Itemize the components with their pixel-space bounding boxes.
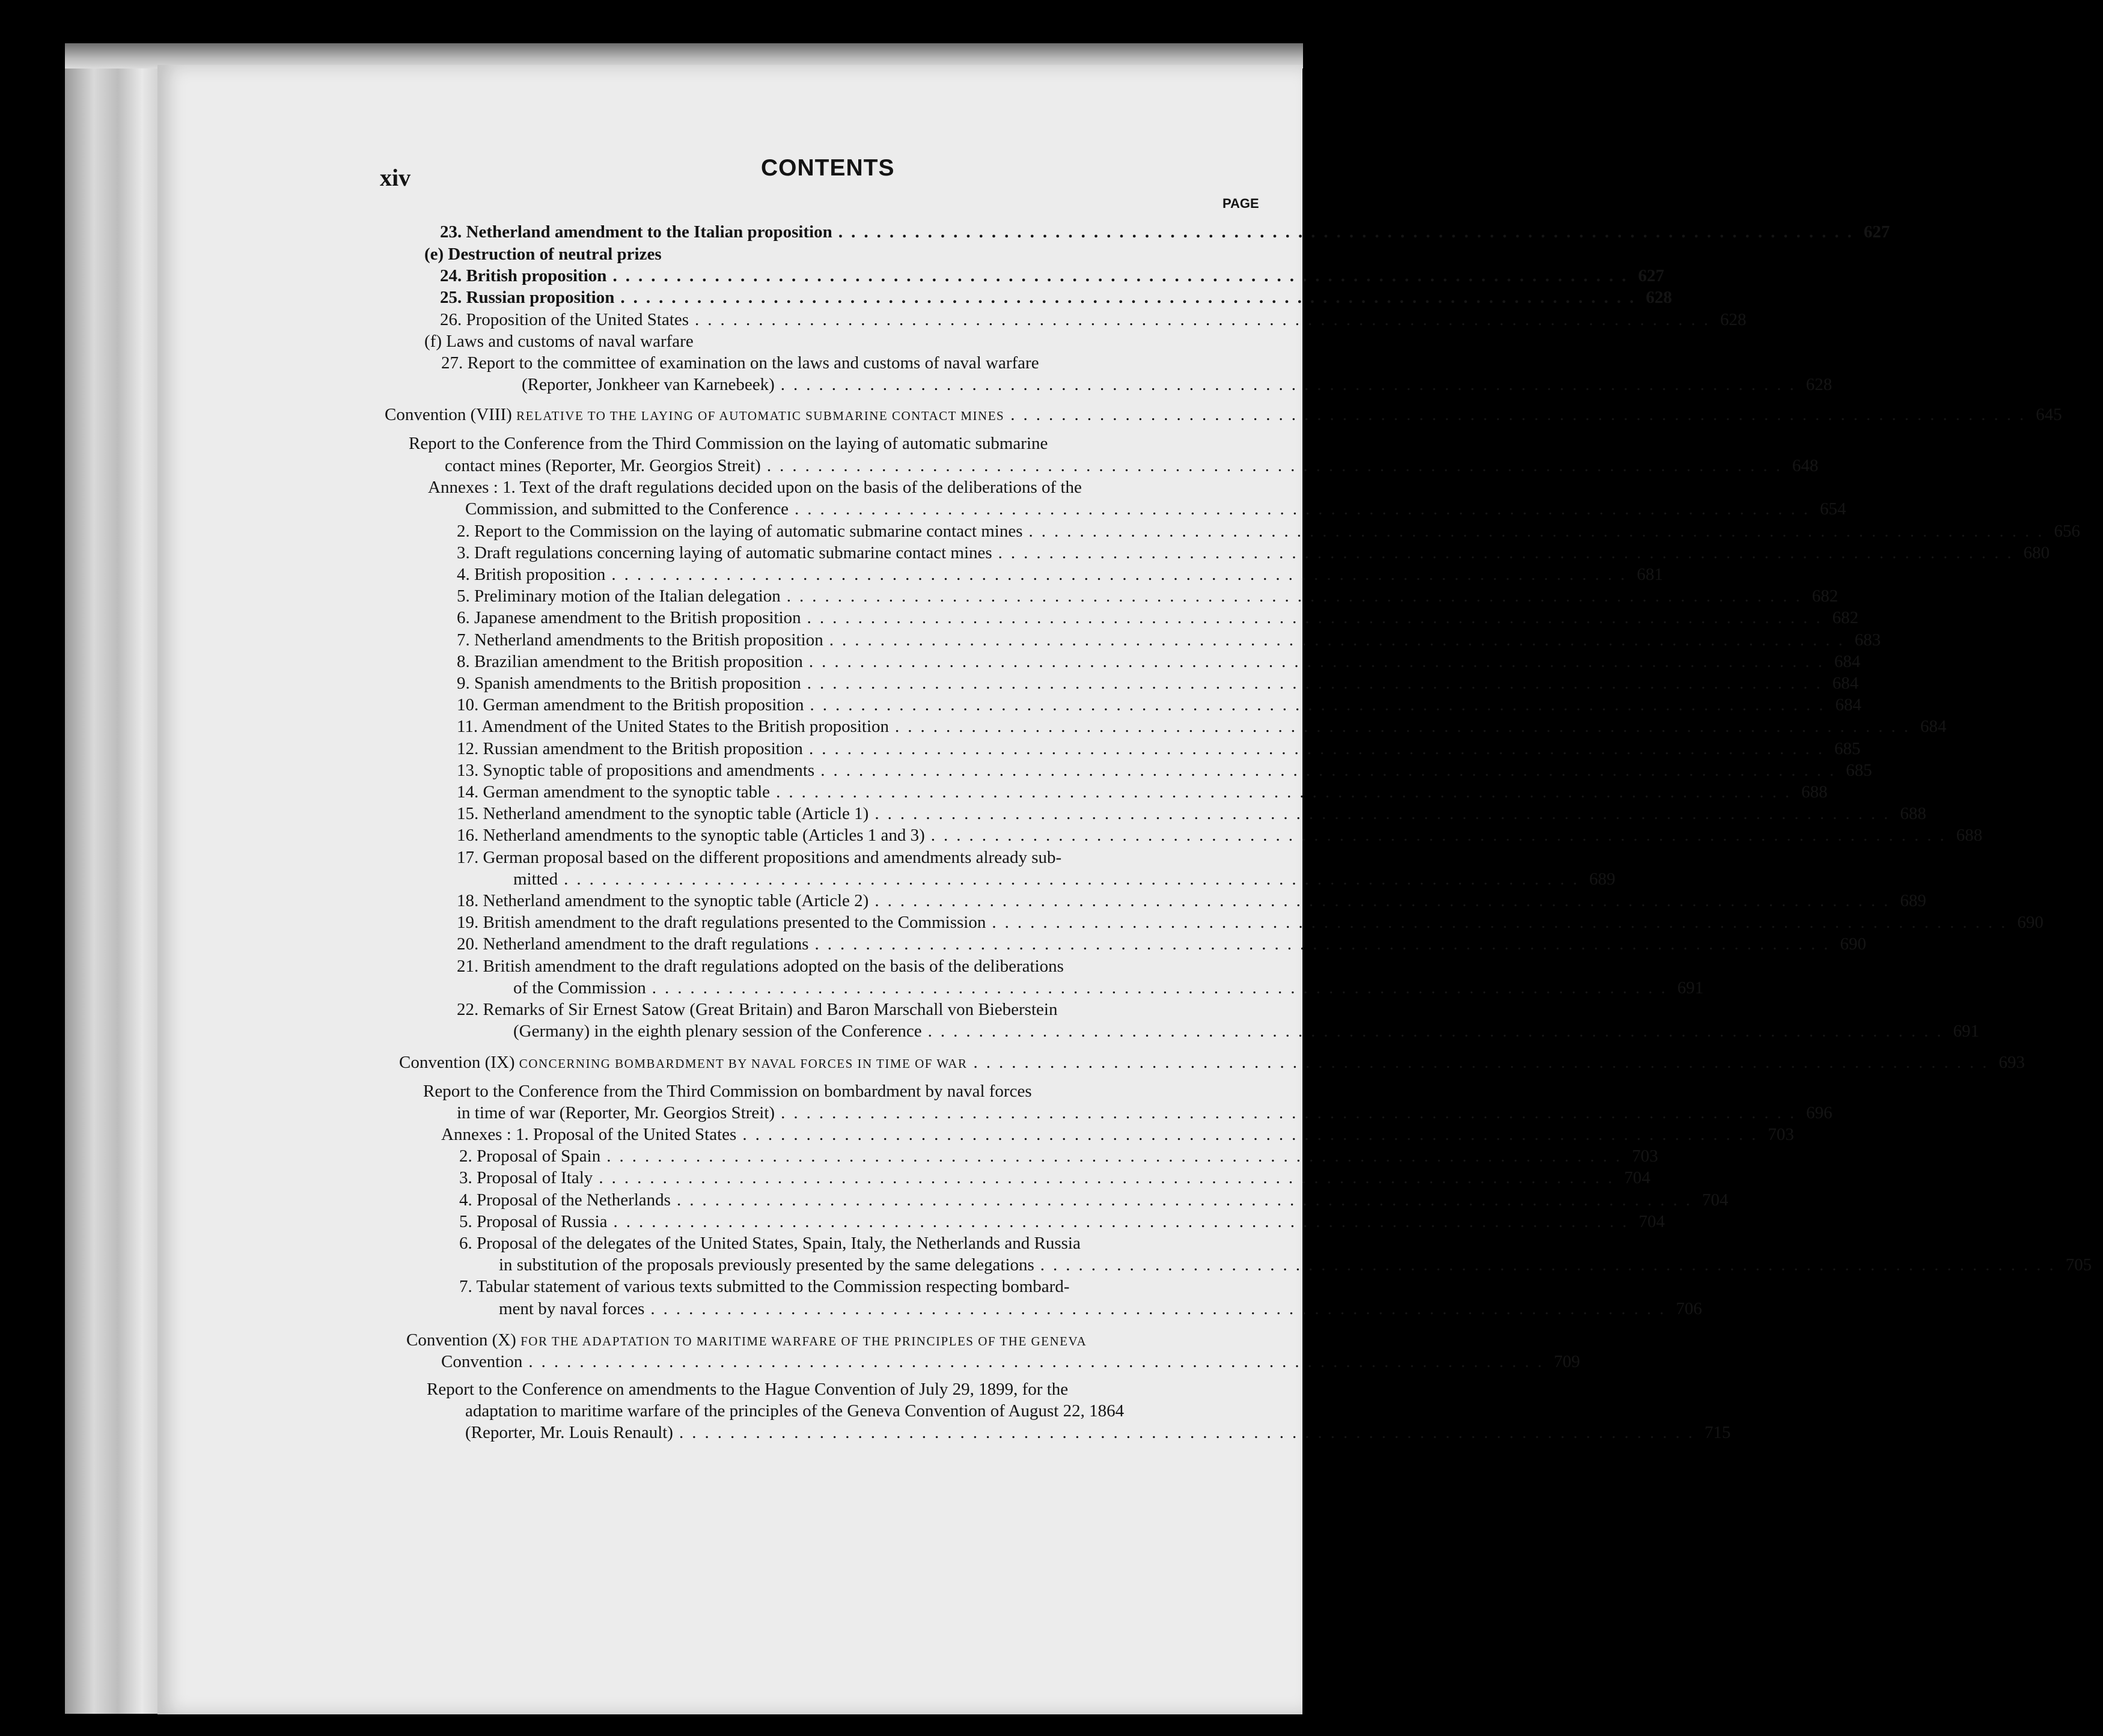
toc-entry-label: 5. Proposal of Russia: [459, 1212, 608, 1231]
toc-entry-text: [499, 1254, 1034, 1276]
toc-entry-text: [459, 1276, 1069, 1297]
toc-entry: [457, 999, 1268, 1020]
dot-leader: ................................................................................: [973, 1053, 1995, 1072]
toc-entry-text: [441, 352, 1039, 374]
dot-leader: ................................................................................: [808, 739, 1831, 758]
toc-entry: [424, 243, 1268, 265]
toc-entry-label: 12. Russian amendment to the British proposition: [457, 739, 803, 758]
dot-leader: ................................................................................: [1010, 405, 2033, 424]
toc-entry-label: Annexes : 1. Text of the draft regulations decided upon on the basis of the deliberations of the: [428, 478, 1082, 497]
toc-entry-text: [459, 1167, 593, 1189]
toc-entry-text: [441, 1124, 736, 1145]
toc-entry-text: [457, 738, 803, 760]
toc-entry-text: [427, 1378, 1068, 1400]
toc-page-number: 706: [1676, 1299, 1702, 1318]
toc-entry-label: 3. Draft regulations concerning laying of automatic submarine contact mines: [457, 543, 992, 562]
toc-entry: [499, 1254, 2092, 1276]
toc-entry-text: [499, 1298, 644, 1320]
dot-leader: ................................................................................: [786, 586, 1808, 606]
toc-entry-text: [459, 1211, 608, 1232]
toc-entry-label: 20. Netherland amendment to the draft regulations: [457, 934, 809, 954]
toc-entry-label: Convention (X): [406, 1330, 516, 1350]
toc-entry-label: 3. Proposal of Italy: [459, 1168, 593, 1187]
toc-entry-label: Commission, and submitted to the Conference: [465, 499, 789, 519]
dot-leader: ................................................................................: [620, 288, 1643, 307]
toc-entry-text: [457, 585, 781, 607]
toc-entry: [513, 1020, 1980, 1042]
toc-entry-label: (Reporter, Jonkheer van Karnebeek): [522, 375, 775, 394]
toc-page-number: 627: [1638, 266, 1664, 285]
toc-entry: [457, 1102, 1833, 1124]
toc-entry: [457, 672, 1859, 694]
toc-entry-text: [445, 455, 761, 477]
dot-leader: ................................................................................: [810, 695, 1832, 714]
toc-entry-label: Annexes : 1. Proposal of the United States: [441, 1125, 737, 1144]
toc-page-number: 715: [1704, 1423, 1731, 1442]
toc-page-number: 688: [1801, 782, 1828, 802]
toc-entry-text: [424, 243, 662, 265]
toc-entry: [459, 1167, 1650, 1189]
toc-entry: [385, 404, 2062, 427]
toc-entry: [457, 542, 2050, 564]
toc-entry: [465, 498, 1846, 520]
toc-entry-text: [522, 374, 775, 395]
toc-entry-text: [457, 629, 823, 651]
toc-entry-text: [440, 221, 832, 243]
toc-entry-text: [428, 477, 1082, 498]
toc-entry-text: [424, 330, 694, 352]
toc-entry: [459, 1189, 1729, 1211]
toc-entry-label: 6. Proposal of the delegates of the United States, Spain, Italy, the Netherlands and Russia: [459, 1234, 1081, 1253]
toc-entry: [459, 1276, 1268, 1297]
toc-entry-label: in substitution of the proposals previously presented by the same delegations: [499, 1255, 1034, 1275]
page-number: xiv: [380, 164, 411, 191]
toc-entry-label: 6. Japanese amendment to the British proposition: [457, 608, 801, 627]
toc-entry-label: 16. Netherland amendments to the synoptic table (Articles 1 and 3): [457, 826, 925, 845]
toc-page-number: 681: [1637, 565, 1663, 584]
toc-entry-label: 10. German amendment to the British proposition: [457, 695, 804, 714]
toc-entry-label: 22. Remarks of Sir Ernest Satow (Great Britain) and Baron Marschall von Bieberstein: [457, 1000, 1058, 1019]
toc-entry-text: [457, 890, 868, 912]
toc-entry-label: Convention: [441, 1352, 523, 1371]
toc-entry-text: [465, 1422, 673, 1443]
toc-entry-label: 5. Preliminary motion of the Italian delegation: [457, 586, 781, 606]
toc-entry: [457, 607, 1859, 629]
toc-entry: [441, 352, 1268, 374]
toc-entry: [457, 651, 1861, 672]
toc-entry-text: [465, 1400, 1124, 1422]
toc-entry-text: [441, 1351, 522, 1372]
dot-leader: ................................................................................: [807, 674, 1829, 693]
toc-entry: [424, 330, 1268, 352]
toc-entry: [457, 847, 1268, 868]
toc-page-number: 684: [1835, 695, 1861, 714]
toc-entry-label: Report to the Conference on amendments to the Hague Convention of July 29, 1899, for the: [427, 1380, 1069, 1399]
toc-page-number: 693: [1998, 1053, 2025, 1072]
toc-page-number: 683: [1854, 630, 1881, 650]
dot-leader: ................................................................................: [613, 1212, 1635, 1231]
toc-entry: [457, 694, 1861, 716]
toc-page-number: 685: [1834, 739, 1861, 758]
toc-entry-text: [457, 933, 808, 955]
page-column-label: PAGE: [1222, 196, 1259, 211]
toc-entry: [440, 309, 1747, 330]
toc-entry: [399, 1052, 2025, 1074]
toc-page-number: 688: [1956, 826, 1983, 845]
toc-entry-label: (Germany) in the eighth plenary session of the Conference: [513, 1022, 922, 1041]
toc-entry-text: [513, 868, 558, 890]
toc-entry: [459, 1232, 1268, 1254]
toc-entry: [440, 287, 1672, 308]
toc-entry-label: Convention (VIII): [385, 405, 512, 424]
dot-leader: ................................................................................: [927, 1022, 1950, 1041]
toc-entry-text: [457, 1102, 775, 1124]
toc-entry-label: 25. Russian proposition: [440, 288, 615, 307]
dot-leader: ................................................................................: [930, 826, 1953, 845]
toc-entry: [459, 1211, 1665, 1232]
toc-entry: [457, 955, 1268, 977]
toc-page-number: 682: [1812, 586, 1839, 606]
toc-entry-label: mitted: [513, 870, 558, 889]
toc-entry-text: [457, 542, 992, 564]
toc-entry: [445, 455, 1819, 477]
dot-leader: ................................................................................: [679, 1423, 1701, 1442]
toc-entry-text: [440, 265, 606, 287]
dot-leader: ................................................................................: [807, 608, 1829, 627]
dot-leader: ................................................................................: [829, 630, 1851, 650]
book-binding-edge: [65, 43, 161, 1714]
toc-entry-text: [457, 955, 1064, 977]
toc-entry-label: 7. Netherland amendments to the British proposition: [457, 630, 823, 650]
toc-entry-smallcaps: FOR THE ADAPTATION TO MARITIME WARFARE OF THE PRINCIPLES OF THE GENEVA: [520, 1334, 1087, 1348]
toc-entry-label: ment by naval forces: [499, 1299, 645, 1318]
toc-entry-label: 18. Netherland amendment to the synoptic table (Article 2): [457, 891, 869, 910]
toc-entry: [406, 1329, 1268, 1352]
toc-page-number: 688: [1900, 804, 1926, 823]
toc-entry-text: [459, 1189, 671, 1211]
toc-entry: [457, 933, 1866, 955]
toc-entry-label: 2. Report to the Commission on the laying of automatic submarine contact mines: [457, 522, 1023, 541]
toc-entry: [457, 585, 1839, 607]
toc-entry: [457, 803, 1926, 824]
toc-page-number: 645: [2036, 405, 2062, 424]
toc-entry-text: [457, 694, 804, 716]
toc-entry-label: 21. British amendment to the draft regulations adopted on the basis of the deliberations: [457, 957, 1064, 976]
toc-entry: [457, 716, 1947, 737]
toc-entry-text: [409, 433, 1048, 454]
toc-entry-label: 4. Proposal of the Netherlands: [459, 1190, 671, 1210]
toc-entry-label: adaptation to maritime warfare of the principles of the Geneva Convention of August 22, 1864: [465, 1401, 1125, 1421]
toc-entry-text: [406, 1329, 1087, 1352]
toc-entry-label: 11. Amendment of the United States to the British proposition: [457, 717, 890, 736]
toc-page-number: 709: [1554, 1352, 1580, 1371]
dot-leader: ................................................................................: [676, 1190, 1699, 1210]
toc-page-number: 627: [1863, 222, 1890, 242]
dot-leader: ................................................................................: [998, 543, 2020, 562]
page-title: CONTENTS: [761, 155, 895, 181]
toc-entry-label: Report to the Conference from the Third Commission on the laying of automatic submarine: [409, 434, 1048, 453]
toc-page-number: 654: [1820, 499, 1846, 519]
toc-entry: [457, 824, 1983, 846]
toc-entry: [457, 629, 1881, 651]
dot-leader: ................................................................................: [992, 913, 2014, 932]
toc-entry-label: 13. Synoptic table of propositions and amendments: [457, 761, 815, 780]
toc-entry-text: [457, 651, 803, 672]
dot-leader: ................................................................................: [895, 717, 1917, 736]
toc-entry-label: 27. Report to the committee of examination on the laws and customs of naval warfare: [441, 353, 1039, 373]
toc-entry: [440, 265, 1664, 287]
toc-page-number: 689: [1900, 891, 1926, 910]
toc-page-number: 691: [1677, 978, 1704, 997]
toc-page-number: 704: [1702, 1190, 1729, 1210]
toc-entry-label: 7. Tabular statement of various texts submitted to the Commission respecting bombard-: [459, 1277, 1070, 1296]
toc-entry-text: [440, 309, 689, 330]
toc-entry-label: Report to the Conference from the Third Commission on bombardment by naval forces: [423, 1082, 1032, 1101]
toc-entry-label: 15. Netherland amendment to the synoptic table (Article 1): [457, 804, 869, 823]
toc-entry: [441, 1124, 1794, 1145]
dot-leader: ................................................................................: [1028, 522, 2051, 541]
toc-entry: [457, 520, 2081, 542]
toc-page-number: 689: [1589, 870, 1616, 889]
toc-page-number: 690: [1840, 934, 1866, 954]
dot-leader: ................................................................................: [742, 1125, 1765, 1144]
toc-entry: [409, 433, 1268, 454]
toc-entry: [457, 912, 2043, 933]
dot-leader: ................................................................................: [781, 1103, 1803, 1122]
toc-entry-text: [457, 672, 801, 694]
dot-leader: ................................................................................: [820, 761, 1843, 780]
toc-entry-label: contact mines (Reporter, Mr. Georgios Streit): [445, 456, 761, 475]
dot-leader: ................................................................................: [611, 565, 1634, 584]
toc-entry-label: Convention (IX): [399, 1053, 515, 1072]
dot-leader: ................................................................................: [808, 652, 1831, 671]
dot-leader: ................................................................................: [795, 499, 1817, 519]
toc-page-number: 684: [1834, 652, 1861, 671]
toc-entry-label: 24. British proposition: [440, 266, 607, 285]
toc-entry-text: [457, 564, 605, 585]
toc-page-number: 684: [1832, 674, 1859, 693]
toc-page-number: 705: [2065, 1255, 2092, 1275]
toc-entry-label: 17. German proposal based on the different propositions and amendments already sub-: [457, 848, 1062, 867]
toc-entry-text: [457, 803, 868, 824]
toc-entry-smallcaps: RELATIVE TO THE LAYING OF AUTOMATIC SUBMARINE CONTACT MINES: [516, 409, 1005, 423]
toc-entry: [440, 221, 1890, 243]
dot-leader: ................................................................................: [766, 456, 1789, 475]
toc-entry-label: in time of war (Reporter, Mr. Georgios Streit): [457, 1103, 775, 1122]
toc-page-number: 628: [1720, 310, 1747, 329]
toc-page-number: 696: [1806, 1103, 1833, 1122]
dot-leader: ................................................................................: [606, 1147, 1629, 1166]
dot-leader: ................................................................................: [652, 978, 1674, 997]
toc-entry-label: 14. German amendment to the synoptic table: [457, 782, 771, 802]
toc-entry: [513, 868, 1616, 890]
toc-page-number: 656: [2054, 522, 2081, 541]
toc-entry: [428, 477, 1268, 498]
toc-entry-text: [440, 287, 614, 308]
toc-entry-smallcaps: CONCERNING BOMBARDMENT BY NAVAL FORCES IN TIME OF WAR: [519, 1056, 968, 1071]
toc-page-number: 684: [1920, 717, 1947, 736]
toc-page-number: 690: [2017, 913, 2043, 932]
toc-entry-label: (f) Laws and customs of naval warfare: [424, 332, 694, 351]
toc-entry-text: [457, 760, 814, 781]
toc-entry-text: [457, 999, 1057, 1020]
toc-entry-label: of the Commission: [513, 978, 646, 997]
toc-entry-text: [457, 607, 801, 629]
dot-leader: ................................................................................: [599, 1168, 1621, 1187]
toc-entry-text: [457, 824, 925, 846]
toc-entry: [441, 1351, 1580, 1372]
dot-leader: ................................................................................: [612, 266, 1635, 285]
toc-entry-text: [459, 1232, 1081, 1254]
toc-entry: [427, 1378, 1268, 1400]
dot-leader: ................................................................................: [528, 1352, 1551, 1371]
toc-entry-text: [457, 781, 770, 803]
toc-entry-text: [459, 1145, 600, 1167]
dot-leader: ................................................................................: [1040, 1255, 2062, 1275]
toc-entry-text: [457, 912, 986, 933]
toc-entry: [522, 374, 1833, 395]
toc-entry-text: [465, 498, 789, 520]
toc-page-number: 628: [1805, 375, 1833, 394]
toc-entry-text: [399, 1052, 968, 1074]
toc-entry-text: [385, 404, 1004, 427]
toc-entry: [465, 1422, 1731, 1443]
toc-entry-label: 23. Netherland amendment to the Italian proposition: [440, 222, 832, 242]
toc-entry-text: [457, 716, 889, 737]
toc-entry: [457, 890, 1926, 912]
toc-page-number: 691: [1953, 1022, 1980, 1041]
toc-entry-text: [457, 847, 1061, 868]
toc-entry: [499, 1298, 1702, 1320]
toc-entry-label: (Reporter, Mr. Louis Renault): [465, 1423, 673, 1442]
dot-leader: ................................................................................: [874, 804, 1897, 823]
dot-leader: ................................................................................: [695, 310, 1717, 329]
toc-entry-label: 19. British amendment to the draft regulations presented to the Commission: [457, 913, 986, 932]
dot-leader: ................................................................................: [838, 222, 1860, 242]
toc-entry-label: 4. British proposition: [457, 565, 606, 584]
toc-entry: [457, 760, 1872, 781]
dot-leader: ................................................................................: [780, 375, 1802, 394]
toc-page-number: 685: [1846, 761, 1872, 780]
toc-entry-label: 9. Spanish amendments to the British proposition: [457, 674, 801, 693]
toc-entry: [459, 1145, 1658, 1167]
toc-page-number: 703: [1632, 1147, 1658, 1166]
dot-leader: ................................................................................: [814, 934, 1837, 954]
toc-page-number: 648: [1792, 456, 1819, 475]
dot-leader: ................................................................................: [564, 870, 1586, 889]
toc-entry-text: [423, 1080, 1032, 1102]
toc-entry-text: [457, 520, 1023, 542]
toc-entry: [513, 977, 1704, 999]
toc-entry: [465, 1400, 1268, 1422]
toc-entry: [423, 1080, 1268, 1102]
dot-leader: ................................................................................: [874, 891, 1897, 910]
toc-entry: [457, 781, 1828, 803]
toc-entry: [457, 564, 1663, 585]
toc-page-number: 680: [2023, 543, 2050, 562]
toc-entry-text: [513, 1020, 922, 1042]
toc-entry-label: 8. Brazilian amendment to the British proposition: [457, 652, 803, 671]
toc-page-number: 628: [1646, 288, 1672, 307]
toc-entry-label: 2. Proposal of Spain: [459, 1147, 601, 1166]
toc-page-number: 704: [1638, 1212, 1665, 1231]
toc-page-number: 704: [1624, 1168, 1650, 1187]
dot-leader: ................................................................................: [650, 1299, 1673, 1318]
toc-entry-text: [513, 977, 646, 999]
toc-entry-label: (e) Destruction of neutral prizes: [424, 245, 662, 264]
toc-entry-label: 26. Proposition of the United States: [440, 310, 689, 329]
toc-page-number: 703: [1768, 1125, 1794, 1144]
dot-leader: ................................................................................: [776, 782, 1798, 802]
toc-page-number: 682: [1832, 608, 1859, 627]
toc-entry: [457, 738, 1861, 760]
